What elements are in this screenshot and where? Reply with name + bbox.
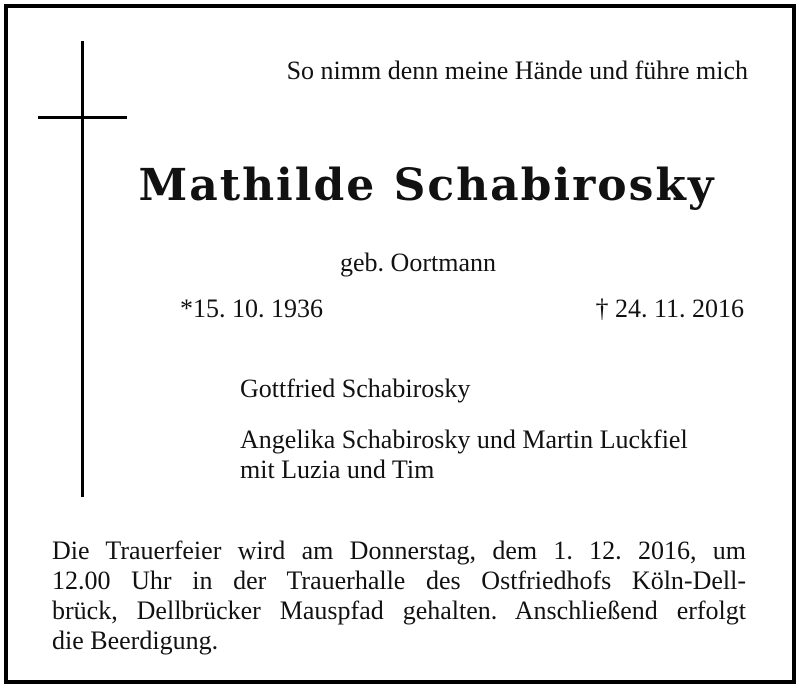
death-date: † 24. 11. 2016 [595, 294, 744, 323]
cross-icon-vertical-bar [81, 41, 84, 497]
mourner-line: Angelika Schabirosky und Martin Luckfiel [240, 425, 688, 454]
service-text-line: brück, Dellbrücker Mauspfad gehalten. Anschließend erfolgt [52, 596, 746, 625]
funeral-service-info [52, 536, 746, 656]
maiden-name: geb. Oortmann [340, 248, 496, 277]
mourners-list [240, 374, 688, 485]
cross-icon-horizontal-bar [38, 116, 127, 119]
deceased-name: Mathilde Schabirosky [138, 160, 716, 211]
service-text-line: Die Trauerfeier wird am Donnerstag, dem 1. 12. 2016, um [52, 536, 746, 565]
birth-date: *15. 10. 1936 [180, 294, 323, 323]
mourner-line: Gottfried Schabirosky [240, 374, 471, 403]
mourner-line: mit Luzia und Tim [240, 455, 435, 484]
obituary-frame [4, 4, 796, 684]
motto-verse: So nimm denn meine Hände und führe mich [286, 56, 748, 85]
service-text-line: 12.00 Uhr in der Trauerhalle des Ostfriedhofs Köln-Dell- [52, 566, 746, 595]
service-text-line: die Beerdigung. [52, 626, 219, 655]
